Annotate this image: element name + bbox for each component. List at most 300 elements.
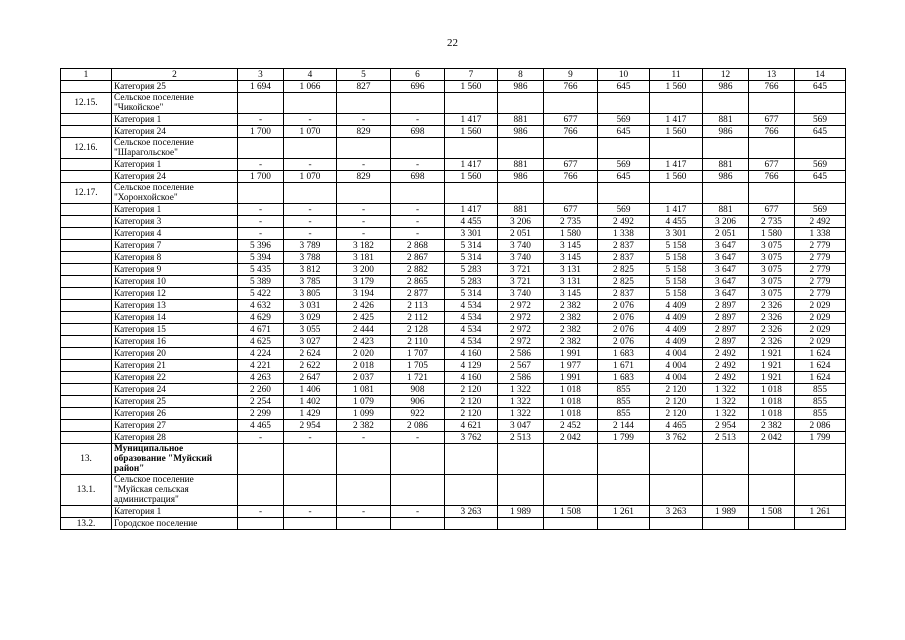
row-name-cell <box>112 171 238 183</box>
value-cell: 1 322 <box>498 384 544 396</box>
row-number-cell <box>61 312 112 324</box>
value-cell <box>650 93 703 114</box>
header-cell: 11 <box>650 69 703 81</box>
value-cell: 3 031 <box>284 300 337 312</box>
value-cell <box>544 138 598 159</box>
value-cell: 881 <box>703 114 749 126</box>
value-cell: 3 200 <box>337 264 391 276</box>
value-cell: 2 113 <box>391 300 445 312</box>
value-cell <box>795 138 846 159</box>
value-cell <box>337 518 391 530</box>
value-cell: 1 070 <box>284 126 337 138</box>
table-row <box>61 126 846 138</box>
value-cell <box>749 93 795 114</box>
row-name-line: Категория 4 <box>114 228 162 239</box>
value-cell: - <box>238 159 284 171</box>
table-row <box>61 264 846 276</box>
tariff-table <box>60 68 846 530</box>
value-cell: 1 417 <box>445 204 498 216</box>
table-row <box>61 204 846 216</box>
table-row <box>61 240 846 252</box>
value-cell <box>337 183 391 204</box>
value-cell: 766 <box>544 126 598 138</box>
value-cell <box>238 183 284 204</box>
value-cell: 855 <box>598 396 650 408</box>
value-cell: - <box>284 432 337 444</box>
value-cell: 4 160 <box>445 348 498 360</box>
table-row <box>61 336 846 348</box>
row-name-line: Категория 27 <box>114 420 166 431</box>
value-cell: 1 989 <box>498 506 544 518</box>
table-row <box>61 183 846 204</box>
value-cell: 1 261 <box>795 506 846 518</box>
table-row <box>61 159 846 171</box>
row-name-line: Сельское поселение <box>114 183 194 193</box>
value-cell: 2 865 <box>391 276 445 288</box>
value-cell: 1 560 <box>650 171 703 183</box>
row-name-line: "Муйская сельская <box>114 485 189 495</box>
value-cell: - <box>284 114 337 126</box>
value-cell: 1 079 <box>337 396 391 408</box>
value-cell: - <box>284 506 337 518</box>
table-row <box>61 360 846 372</box>
value-cell <box>284 444 337 475</box>
value-cell <box>544 183 598 204</box>
table-row <box>61 81 846 93</box>
row-name-line: Категория 1 <box>114 204 162 215</box>
row-number-cell <box>61 506 112 518</box>
value-cell: 2 051 <box>703 228 749 240</box>
value-cell: 4 621 <box>445 420 498 432</box>
value-cell: 3 647 <box>703 288 749 300</box>
value-cell: 4 534 <box>445 324 498 336</box>
value-cell: 1 429 <box>284 408 337 420</box>
value-cell: 2 779 <box>795 288 846 300</box>
table-row <box>61 518 846 530</box>
row-name-cell <box>112 81 238 93</box>
value-cell: - <box>337 216 391 228</box>
value-cell: 4 534 <box>445 312 498 324</box>
value-cell: 4 409 <box>650 324 703 336</box>
table-row <box>61 396 846 408</box>
value-cell: 3 179 <box>337 276 391 288</box>
value-cell: - <box>284 204 337 216</box>
value-cell: 1 921 <box>749 348 795 360</box>
row-name-line: Муниципальное <box>114 444 184 454</box>
table-row <box>61 475 846 506</box>
table-row <box>61 114 846 126</box>
value-cell: 3 145 <box>544 288 598 300</box>
value-cell: 1 417 <box>445 159 498 171</box>
row-name-cell <box>112 138 238 159</box>
row-name-line: Категория 3 <box>114 216 162 227</box>
table-row <box>61 348 846 360</box>
value-cell <box>238 93 284 114</box>
row-name-cell <box>112 432 238 444</box>
value-cell: 3 206 <box>498 216 544 228</box>
value-cell: 1 700 <box>238 171 284 183</box>
value-cell: 2 425 <box>337 312 391 324</box>
row-name-line: Категория 15 <box>114 324 166 335</box>
row-name-line: Категория 25 <box>114 81 166 92</box>
row-number-cell <box>61 372 112 384</box>
row-number-cell: 13.2. <box>61 518 112 530</box>
value-cell: - <box>238 114 284 126</box>
value-cell <box>795 183 846 204</box>
table-row <box>61 300 846 312</box>
value-cell: 3 740 <box>498 288 544 300</box>
row-name-cell <box>112 475 238 506</box>
value-cell: 2 972 <box>498 324 544 336</box>
row-name-line: образование "Муйский <box>114 454 213 464</box>
value-cell: 3 131 <box>544 276 598 288</box>
header-cell: 3 <box>238 69 284 81</box>
row-name-cell <box>112 183 238 204</box>
value-cell <box>498 183 544 204</box>
value-cell: - <box>391 159 445 171</box>
value-cell: 1 402 <box>284 396 337 408</box>
value-cell: 881 <box>498 204 544 216</box>
value-cell: 3 812 <box>284 264 337 276</box>
value-cell: 4 455 <box>650 216 703 228</box>
row-number-cell <box>61 336 112 348</box>
value-cell: 4 129 <box>445 360 498 372</box>
value-cell: 2 029 <box>795 336 846 348</box>
value-cell: 1 683 <box>598 372 650 384</box>
value-cell: 569 <box>795 204 846 216</box>
row-name-cell <box>112 240 238 252</box>
value-cell: 881 <box>498 159 544 171</box>
value-cell: 1 018 <box>544 408 598 420</box>
value-cell: 3 301 <box>650 228 703 240</box>
value-cell: 1 338 <box>598 228 650 240</box>
table-row <box>61 372 846 384</box>
value-cell <box>795 444 846 475</box>
value-cell <box>650 475 703 506</box>
header-cell: 10 <box>598 69 650 81</box>
value-cell <box>284 93 337 114</box>
value-cell: 645 <box>598 171 650 183</box>
value-cell: 3 647 <box>703 252 749 264</box>
value-cell: 4 534 <box>445 300 498 312</box>
row-number-cell <box>61 300 112 312</box>
value-cell: 2 492 <box>598 216 650 228</box>
value-cell: - <box>391 506 445 518</box>
value-cell: 2 120 <box>445 408 498 420</box>
value-cell: 5 314 <box>445 252 498 264</box>
row-number-cell: 12.16. <box>61 138 112 159</box>
value-cell: 2 076 <box>598 300 650 312</box>
value-cell: 2 051 <box>498 228 544 240</box>
value-cell: 5 314 <box>445 240 498 252</box>
value-cell: 5 314 <box>445 288 498 300</box>
header-cell: 8 <box>498 69 544 81</box>
value-cell <box>598 183 650 204</box>
value-cell <box>598 138 650 159</box>
table-row <box>61 171 846 183</box>
value-cell: 645 <box>598 126 650 138</box>
value-cell <box>337 93 391 114</box>
value-cell: 2 029 <box>795 312 846 324</box>
value-cell: 3 027 <box>284 336 337 348</box>
value-cell <box>703 444 749 475</box>
row-number-cell <box>61 159 112 171</box>
value-cell: 827 <box>337 81 391 93</box>
value-cell: 1 560 <box>445 81 498 93</box>
value-cell: 2 877 <box>391 288 445 300</box>
value-cell <box>337 138 391 159</box>
value-cell: 1 508 <box>544 506 598 518</box>
value-cell: 2 326 <box>749 312 795 324</box>
table-row <box>61 288 846 300</box>
value-cell: 3 182 <box>337 240 391 252</box>
value-cell: 2 120 <box>650 396 703 408</box>
value-cell <box>445 475 498 506</box>
value-cell: 2 492 <box>703 348 749 360</box>
table-row <box>61 276 846 288</box>
value-cell <box>238 444 284 475</box>
row-name-line: Категория 21 <box>114 360 166 371</box>
value-cell: - <box>391 114 445 126</box>
value-cell: 2 492 <box>703 360 749 372</box>
row-name-cell <box>112 360 238 372</box>
value-cell: 1 018 <box>749 396 795 408</box>
value-cell <box>544 475 598 506</box>
value-cell: 1 707 <box>391 348 445 360</box>
row-name-cell <box>112 264 238 276</box>
value-cell: 2 513 <box>703 432 749 444</box>
value-cell: 1 322 <box>498 408 544 420</box>
value-cell: 4 409 <box>650 336 703 348</box>
row-name-line: администрация" <box>114 495 179 505</box>
value-cell: 5 389 <box>238 276 284 288</box>
page-number: 22 <box>447 37 458 49</box>
value-cell: 2 954 <box>284 420 337 432</box>
value-cell: 2 076 <box>598 336 650 348</box>
value-cell: 2 120 <box>445 384 498 396</box>
value-cell <box>445 93 498 114</box>
value-cell: 2 120 <box>650 408 703 420</box>
value-cell: 1 989 <box>703 506 749 518</box>
table-row <box>61 228 846 240</box>
value-cell <box>544 93 598 114</box>
value-cell: 2 513 <box>498 432 544 444</box>
value-cell: - <box>284 159 337 171</box>
row-number-cell: 13. <box>61 444 112 475</box>
value-cell: - <box>337 114 391 126</box>
row-name-line: Категория 1 <box>114 114 162 125</box>
value-cell: 986 <box>498 81 544 93</box>
row-name-cell <box>112 276 238 288</box>
value-cell: 766 <box>544 81 598 93</box>
value-cell: 2 897 <box>703 324 749 336</box>
value-cell: 2 018 <box>337 360 391 372</box>
row-name-line: Городское поселение <box>114 518 198 529</box>
value-cell <box>391 444 445 475</box>
value-cell: 569 <box>598 114 650 126</box>
value-cell: 698 <box>391 126 445 138</box>
value-cell: 1 018 <box>544 396 598 408</box>
value-cell: 1 700 <box>238 126 284 138</box>
value-cell: 4 004 <box>650 360 703 372</box>
header-cell: 12 <box>703 69 749 81</box>
row-name-cell <box>112 396 238 408</box>
value-cell: 3 145 <box>544 240 598 252</box>
value-cell: 908 <box>391 384 445 396</box>
value-cell <box>498 475 544 506</box>
value-cell <box>445 518 498 530</box>
row-number-cell <box>61 408 112 420</box>
row-name-cell <box>112 204 238 216</box>
value-cell <box>498 93 544 114</box>
value-cell: 2 837 <box>598 252 650 264</box>
value-cell <box>498 138 544 159</box>
value-cell: 569 <box>598 204 650 216</box>
value-cell: 677 <box>544 204 598 216</box>
value-cell: 1 799 <box>795 432 846 444</box>
row-number-cell <box>61 348 112 360</box>
value-cell: 3 075 <box>749 252 795 264</box>
value-cell <box>391 93 445 114</box>
value-cell: - <box>238 204 284 216</box>
row-name-cell <box>112 408 238 420</box>
value-cell: 2 382 <box>544 300 598 312</box>
value-cell: 1 624 <box>795 348 846 360</box>
value-cell: 2 779 <box>795 252 846 264</box>
value-cell <box>598 475 650 506</box>
header-cell: 1 <box>61 69 112 81</box>
row-name-line: Категория 7 <box>114 240 162 251</box>
table-body <box>61 69 846 530</box>
value-cell: 3 075 <box>749 276 795 288</box>
row-name-line: Сельское поселение <box>114 93 194 103</box>
value-cell: 2 382 <box>749 420 795 432</box>
value-cell: 4 465 <box>238 420 284 432</box>
value-cell: 986 <box>498 171 544 183</box>
value-cell <box>703 475 749 506</box>
value-cell: 2 779 <box>795 264 846 276</box>
row-name-cell <box>112 159 238 171</box>
table-row <box>61 444 846 475</box>
value-cell: 2 112 <box>391 312 445 324</box>
value-cell: 1 322 <box>703 384 749 396</box>
value-cell: 2 897 <box>703 336 749 348</box>
value-cell <box>795 93 846 114</box>
value-cell: 3 740 <box>498 240 544 252</box>
value-cell: 1 624 <box>795 360 846 372</box>
value-cell <box>391 518 445 530</box>
value-cell: 1 018 <box>749 408 795 420</box>
value-cell: 1 977 <box>544 360 598 372</box>
value-cell: 1 624 <box>795 372 846 384</box>
value-cell: 3 145 <box>544 252 598 264</box>
row-name-line: Категория 12 <box>114 288 166 299</box>
table-row <box>61 324 846 336</box>
value-cell <box>284 183 337 204</box>
value-cell: 5 394 <box>238 252 284 264</box>
table-row <box>61 252 846 264</box>
value-cell: 1 338 <box>795 228 846 240</box>
header-cell: 13 <box>749 69 795 81</box>
value-cell: 4 221 <box>238 360 284 372</box>
value-cell: - <box>391 204 445 216</box>
value-cell: 2 144 <box>598 420 650 432</box>
row-name-line: "Хоронхойское" <box>114 193 178 203</box>
header-cell: 7 <box>445 69 498 81</box>
value-cell: 1 018 <box>749 384 795 396</box>
value-cell: 2 624 <box>284 348 337 360</box>
row-name-line: Категория 9 <box>114 264 162 275</box>
value-cell: 855 <box>795 396 846 408</box>
value-cell: 2 299 <box>238 408 284 420</box>
value-cell: 3 762 <box>445 432 498 444</box>
value-cell: - <box>238 432 284 444</box>
row-number-cell <box>61 396 112 408</box>
value-cell: 2 882 <box>391 264 445 276</box>
row-name-line: Категория 26 <box>114 408 166 419</box>
value-cell: - <box>391 432 445 444</box>
value-cell <box>598 518 650 530</box>
value-cell: 906 <box>391 396 445 408</box>
value-cell: - <box>337 159 391 171</box>
value-cell: 2 120 <box>650 384 703 396</box>
value-cell: 5 158 <box>650 252 703 264</box>
table-row <box>61 312 846 324</box>
value-cell <box>703 518 749 530</box>
row-name-cell <box>112 336 238 348</box>
value-cell: 2 837 <box>598 288 650 300</box>
value-cell <box>650 183 703 204</box>
value-cell: 5 422 <box>238 288 284 300</box>
value-cell: 5 158 <box>650 240 703 252</box>
value-cell: 2 972 <box>498 300 544 312</box>
value-cell <box>795 518 846 530</box>
value-cell: 2 326 <box>749 300 795 312</box>
value-cell: 1 417 <box>650 159 703 171</box>
table-row <box>61 216 846 228</box>
row-number-cell <box>61 228 112 240</box>
value-cell <box>598 444 650 475</box>
value-cell: 677 <box>544 159 598 171</box>
value-cell: - <box>337 506 391 518</box>
table-row <box>61 384 846 396</box>
value-cell <box>703 183 749 204</box>
row-name-cell <box>112 324 238 336</box>
value-cell: 2 029 <box>795 300 846 312</box>
value-cell: 2 586 <box>498 348 544 360</box>
value-cell: 2 042 <box>749 432 795 444</box>
value-cell: 1 322 <box>498 396 544 408</box>
value-cell: 2 326 <box>749 324 795 336</box>
value-cell: - <box>238 506 284 518</box>
value-cell: 2 110 <box>391 336 445 348</box>
value-cell: 3 263 <box>650 506 703 518</box>
row-name-cell <box>112 444 238 475</box>
row-number-cell <box>61 288 112 300</box>
value-cell: 5 158 <box>650 288 703 300</box>
value-cell: 2 897 <box>703 312 749 324</box>
value-cell: 569 <box>795 114 846 126</box>
row-name-cell <box>112 93 238 114</box>
value-cell: 881 <box>498 114 544 126</box>
value-cell <box>703 93 749 114</box>
value-cell: 2 382 <box>544 336 598 348</box>
row-number-cell <box>61 126 112 138</box>
value-cell: 2 037 <box>337 372 391 384</box>
value-cell: - <box>337 204 391 216</box>
value-cell <box>544 444 598 475</box>
value-cell: 4 224 <box>238 348 284 360</box>
